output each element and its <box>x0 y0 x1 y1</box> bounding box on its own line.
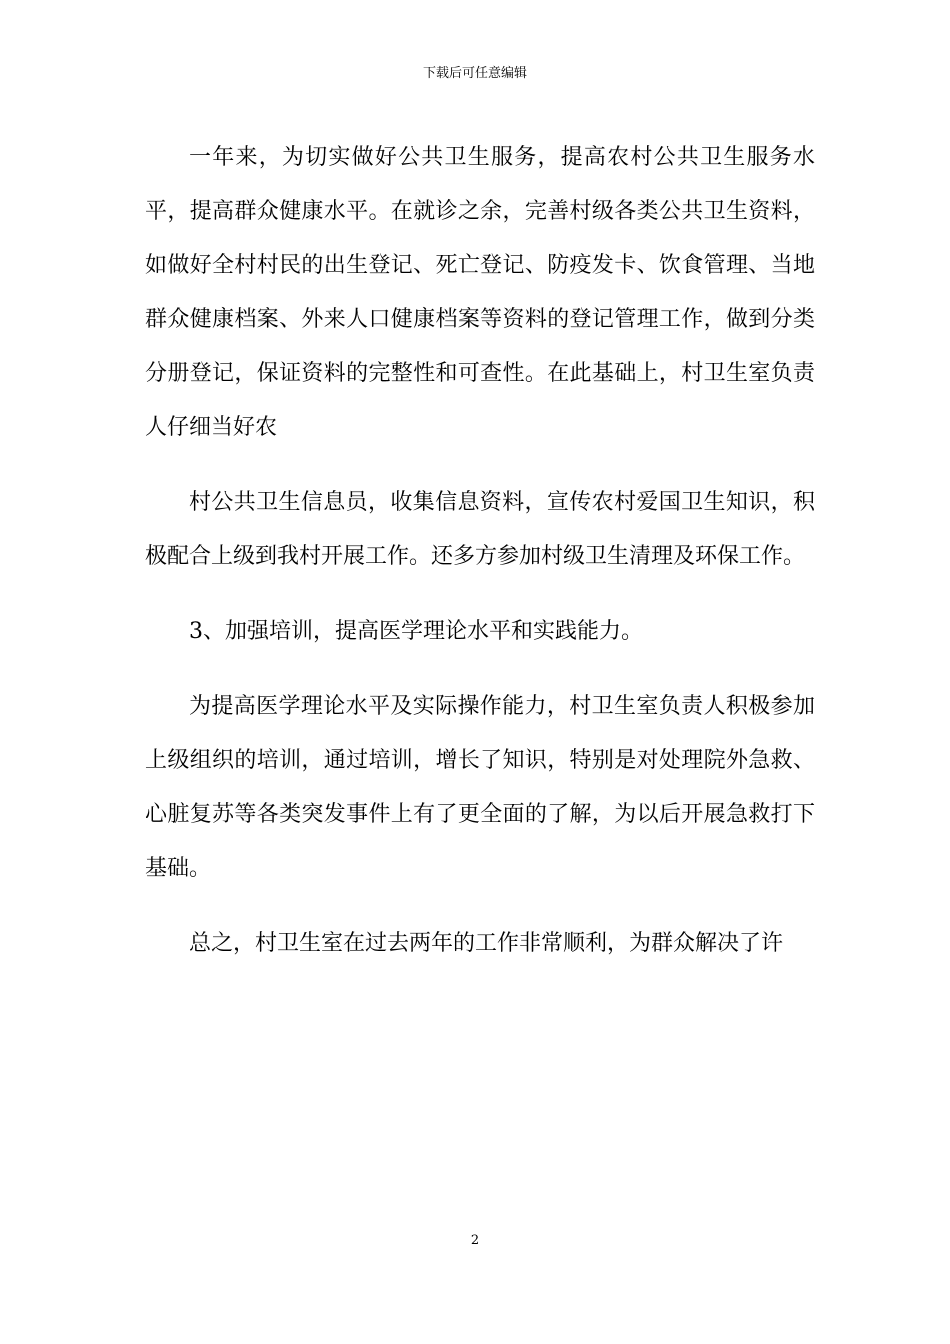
paragraph-info-officer: 村公共卫生信息员，收集信息资料，宣传农村爱国卫生知识，积极配合上级到我村开展工作。还多方参加村级卫生清理及环保工作。 <box>145 490 815 569</box>
paragraph-training: 为提高医学理论水平及实际操作能力，村卫生室负责人积极参加上级组织的培训，通过培训，增长了知识，特别是对处理院外急救、心脏复苏等各类突发事件上有了更全面的了解，为以后开展急救打下基础。 <box>145 694 815 881</box>
paragraph-public-health-service: 一年来，为切实做好公共卫生服务，提高农村公共卫生服务水平，提高群众健康水平。在就诊之余，完善村级各类公共卫生资料，如做好全村村民的出生登记、死亡登记、防疫发卡、饮食管理、当地群众健康档案、外来人口健康档案等资料的登记管理工作，做到分类分册登记，保证资料的完整性和可查性。在此基础上，村卫生室负责人仔细当好农 <box>145 145 815 440</box>
paragraph-training-heading: 3、加强培训，提高医学理论水平和实践能力。 <box>189 619 643 644</box>
document-body <box>145 131 815 992</box>
paragraph-summary: 总之，村卫生室在过去两年的工作非常顺利，为群众解决了许 <box>189 931 784 956</box>
page-header: 下载后可任意编辑 <box>422 66 527 81</box>
page-number: 2 <box>470 1233 480 1248</box>
